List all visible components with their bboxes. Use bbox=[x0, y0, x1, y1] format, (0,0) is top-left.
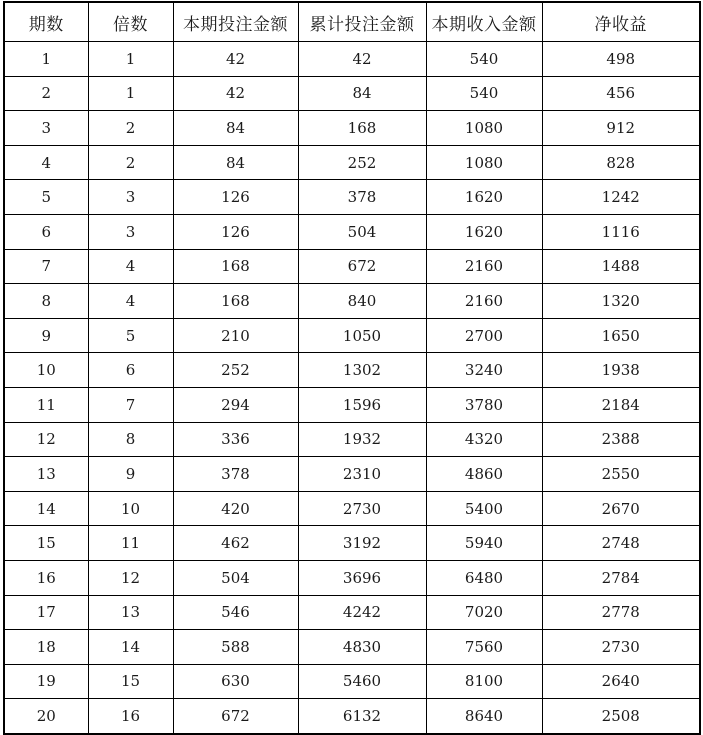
table-row bbox=[4, 111, 700, 146]
cell-multiplier: 9 bbox=[88, 457, 173, 492]
table-row bbox=[4, 664, 700, 699]
cell-multiplier: 3 bbox=[88, 214, 173, 249]
table-row bbox=[4, 76, 700, 111]
table-row bbox=[4, 595, 700, 630]
cell-multiplier: 14 bbox=[88, 630, 173, 665]
table-body bbox=[4, 42, 700, 734]
cell-multiplier: 16 bbox=[88, 699, 173, 734]
cell-net-profit: 2730 bbox=[542, 630, 700, 665]
header-cumulative-bet: 累计投注金额 bbox=[298, 2, 426, 42]
cell-cumulative-bet: 672 bbox=[298, 249, 426, 284]
cell-cumulative-bet: 84 bbox=[298, 76, 426, 111]
cell-multiplier: 1 bbox=[88, 76, 173, 111]
cell-current-bet: 210 bbox=[173, 318, 298, 353]
cell-current-income: 8640 bbox=[426, 699, 542, 734]
cell-period: 6 bbox=[4, 214, 88, 249]
cell-current-bet: 462 bbox=[173, 526, 298, 561]
cell-current-income: 7560 bbox=[426, 630, 542, 665]
cell-current-bet: 378 bbox=[173, 457, 298, 492]
cell-current-income: 4860 bbox=[426, 457, 542, 492]
cell-period: 11 bbox=[4, 387, 88, 422]
cell-current-income: 5400 bbox=[426, 491, 542, 526]
cell-period: 15 bbox=[4, 526, 88, 561]
cell-period: 18 bbox=[4, 630, 88, 665]
cell-net-profit: 498 bbox=[542, 42, 700, 77]
cell-current-bet: 42 bbox=[173, 76, 298, 111]
cell-current-bet: 588 bbox=[173, 630, 298, 665]
cell-current-bet: 336 bbox=[173, 422, 298, 457]
cell-period: 13 bbox=[4, 457, 88, 492]
cell-current-bet: 546 bbox=[173, 595, 298, 630]
cell-current-income: 540 bbox=[426, 42, 542, 77]
cell-current-bet: 84 bbox=[173, 145, 298, 180]
cell-period: 19 bbox=[4, 664, 88, 699]
cell-cumulative-bet: 3192 bbox=[298, 526, 426, 561]
table-row bbox=[4, 526, 700, 561]
header-row bbox=[4, 2, 700, 42]
table-row bbox=[4, 630, 700, 665]
header-period: 期数 bbox=[4, 2, 88, 42]
cell-period: 17 bbox=[4, 595, 88, 630]
cell-multiplier: 5 bbox=[88, 318, 173, 353]
cell-period: 2 bbox=[4, 76, 88, 111]
cell-current-income: 2160 bbox=[426, 284, 542, 319]
header-multiplier: 倍数 bbox=[88, 2, 173, 42]
table-row bbox=[4, 560, 700, 595]
cell-net-profit: 1320 bbox=[542, 284, 700, 319]
cell-cumulative-bet: 1596 bbox=[298, 387, 426, 422]
cell-current-bet: 504 bbox=[173, 560, 298, 595]
header-net-profit: 净收益 bbox=[542, 2, 700, 42]
cell-period: 16 bbox=[4, 560, 88, 595]
cell-period: 9 bbox=[4, 318, 88, 353]
cell-cumulative-bet: 42 bbox=[298, 42, 426, 77]
cell-cumulative-bet: 378 bbox=[298, 180, 426, 215]
cell-net-profit: 2640 bbox=[542, 664, 700, 699]
cell-current-income: 8100 bbox=[426, 664, 542, 699]
cell-cumulative-bet: 5460 bbox=[298, 664, 426, 699]
cell-current-bet: 84 bbox=[173, 111, 298, 146]
table-row bbox=[4, 318, 700, 353]
cell-current-bet: 126 bbox=[173, 214, 298, 249]
cell-current-income: 2160 bbox=[426, 249, 542, 284]
table-row bbox=[4, 491, 700, 526]
cell-period: 7 bbox=[4, 249, 88, 284]
table-row bbox=[4, 699, 700, 734]
header-current-income: 本期收入金额 bbox=[426, 2, 542, 42]
cell-net-profit: 2388 bbox=[542, 422, 700, 457]
cell-cumulative-bet: 2730 bbox=[298, 491, 426, 526]
cell-period: 4 bbox=[4, 145, 88, 180]
cell-current-income: 2700 bbox=[426, 318, 542, 353]
cell-current-bet: 168 bbox=[173, 284, 298, 319]
cell-net-profit: 456 bbox=[542, 76, 700, 111]
cell-current-income: 6480 bbox=[426, 560, 542, 595]
cell-current-bet: 420 bbox=[173, 491, 298, 526]
cell-multiplier: 12 bbox=[88, 560, 173, 595]
cell-cumulative-bet: 252 bbox=[298, 145, 426, 180]
table-row bbox=[4, 422, 700, 457]
cell-cumulative-bet: 6132 bbox=[298, 699, 426, 734]
cell-current-bet: 672 bbox=[173, 699, 298, 734]
cell-period: 14 bbox=[4, 491, 88, 526]
cell-current-income: 3240 bbox=[426, 353, 542, 388]
cell-current-bet: 252 bbox=[173, 353, 298, 388]
cell-multiplier: 8 bbox=[88, 422, 173, 457]
cell-period: 8 bbox=[4, 284, 88, 319]
table-row bbox=[4, 284, 700, 319]
table-row bbox=[4, 457, 700, 492]
cell-current-bet: 126 bbox=[173, 180, 298, 215]
cell-net-profit: 2778 bbox=[542, 595, 700, 630]
cell-net-profit: 1116 bbox=[542, 214, 700, 249]
cell-multiplier: 3 bbox=[88, 180, 173, 215]
table-row bbox=[4, 353, 700, 388]
cell-current-income: 7020 bbox=[426, 595, 542, 630]
cell-current-bet: 168 bbox=[173, 249, 298, 284]
cell-period: 5 bbox=[4, 180, 88, 215]
cell-multiplier: 7 bbox=[88, 387, 173, 422]
table-row bbox=[4, 387, 700, 422]
cell-net-profit: 2508 bbox=[542, 699, 700, 734]
cell-cumulative-bet: 3696 bbox=[298, 560, 426, 595]
cell-cumulative-bet: 504 bbox=[298, 214, 426, 249]
cell-multiplier: 4 bbox=[88, 249, 173, 284]
cell-multiplier: 11 bbox=[88, 526, 173, 561]
table-row bbox=[4, 249, 700, 284]
cell-period: 3 bbox=[4, 111, 88, 146]
cell-multiplier: 15 bbox=[88, 664, 173, 699]
cell-multiplier: 2 bbox=[88, 145, 173, 180]
table-row bbox=[4, 42, 700, 77]
cell-current-income: 3780 bbox=[426, 387, 542, 422]
cell-net-profit: 2670 bbox=[542, 491, 700, 526]
cell-cumulative-bet: 4242 bbox=[298, 595, 426, 630]
betting-plan-table bbox=[3, 1, 701, 735]
cell-net-profit: 2550 bbox=[542, 457, 700, 492]
cell-cumulative-bet: 2310 bbox=[298, 457, 426, 492]
cell-cumulative-bet: 168 bbox=[298, 111, 426, 146]
cell-net-profit: 1938 bbox=[542, 353, 700, 388]
cell-current-income: 1080 bbox=[426, 145, 542, 180]
cell-cumulative-bet: 1050 bbox=[298, 318, 426, 353]
cell-period: 12 bbox=[4, 422, 88, 457]
cell-multiplier: 2 bbox=[88, 111, 173, 146]
cell-current-income: 5940 bbox=[426, 526, 542, 561]
table-row bbox=[4, 214, 700, 249]
cell-net-profit: 1488 bbox=[542, 249, 700, 284]
cell-period: 1 bbox=[4, 42, 88, 77]
cell-net-profit: 2748 bbox=[542, 526, 700, 561]
table-row bbox=[4, 145, 700, 180]
cell-net-profit: 2184 bbox=[542, 387, 700, 422]
cell-cumulative-bet: 4830 bbox=[298, 630, 426, 665]
cell-net-profit: 828 bbox=[542, 145, 700, 180]
cell-current-income: 1620 bbox=[426, 180, 542, 215]
cell-multiplier: 1 bbox=[88, 42, 173, 77]
cell-cumulative-bet: 1302 bbox=[298, 353, 426, 388]
cell-current-bet: 630 bbox=[173, 664, 298, 699]
cell-multiplier: 10 bbox=[88, 491, 173, 526]
cell-multiplier: 6 bbox=[88, 353, 173, 388]
cell-current-income: 1080 bbox=[426, 111, 542, 146]
cell-multiplier: 13 bbox=[88, 595, 173, 630]
cell-net-profit: 2784 bbox=[542, 560, 700, 595]
cell-current-bet: 42 bbox=[173, 42, 298, 77]
cell-current-income: 4320 bbox=[426, 422, 542, 457]
cell-net-profit: 912 bbox=[542, 111, 700, 146]
cell-period: 10 bbox=[4, 353, 88, 388]
cell-cumulative-bet: 840 bbox=[298, 284, 426, 319]
cell-period: 20 bbox=[4, 699, 88, 734]
cell-current-bet: 294 bbox=[173, 387, 298, 422]
cell-cumulative-bet: 1932 bbox=[298, 422, 426, 457]
cell-multiplier: 4 bbox=[88, 284, 173, 319]
table-row bbox=[4, 180, 700, 215]
cell-current-income: 1620 bbox=[426, 214, 542, 249]
header-current-bet: 本期投注金额 bbox=[173, 2, 298, 42]
cell-net-profit: 1650 bbox=[542, 318, 700, 353]
cell-net-profit: 1242 bbox=[542, 180, 700, 215]
cell-current-income: 540 bbox=[426, 76, 542, 111]
